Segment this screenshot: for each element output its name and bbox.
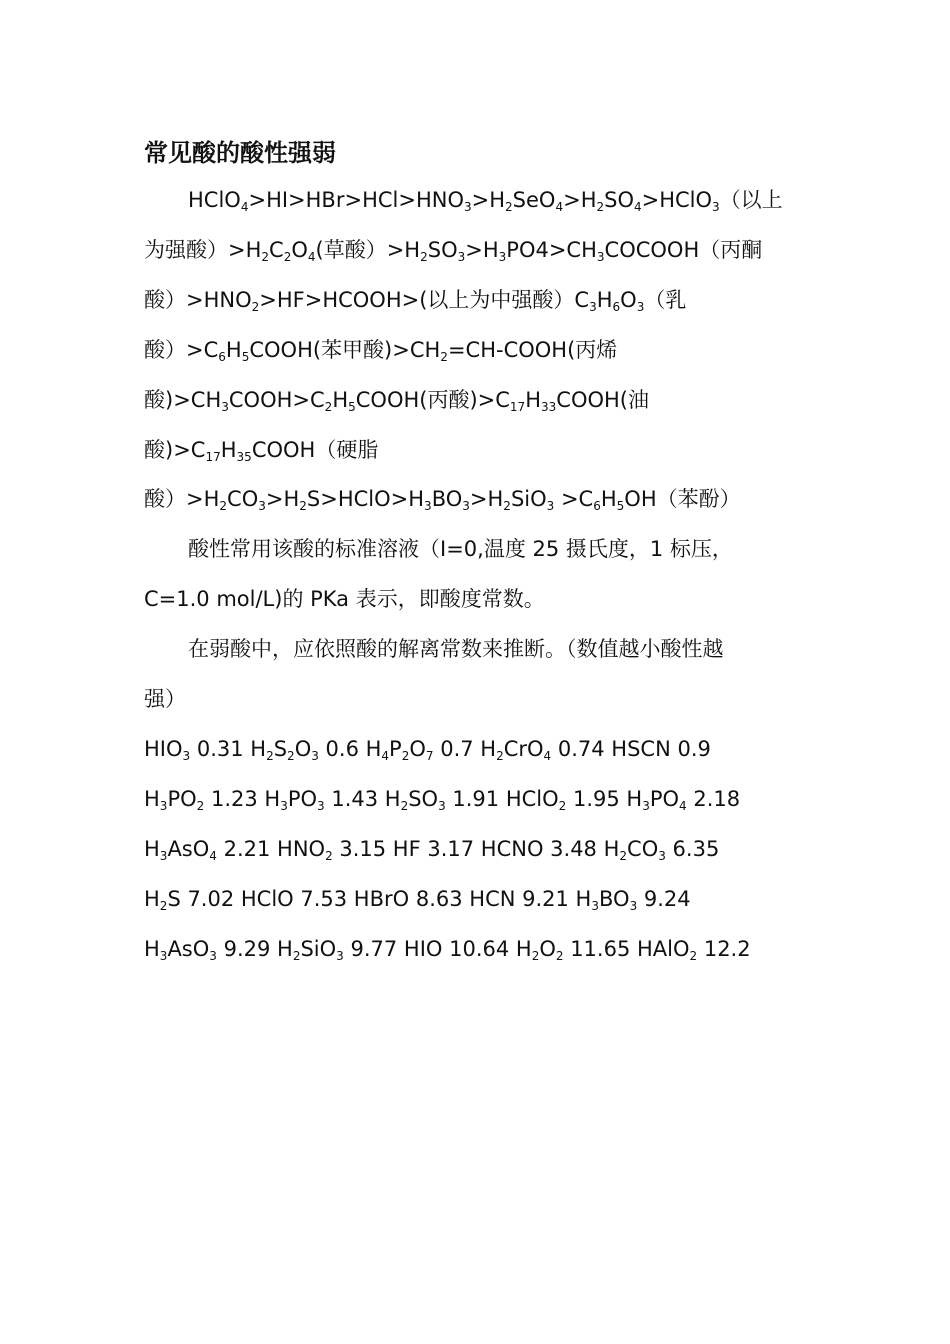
subscript: 2 <box>400 799 409 813</box>
subscript: 4 <box>633 200 642 214</box>
text-run: SO <box>408 787 439 811</box>
text-run: OH（苯酚） <box>624 487 741 511</box>
text-run: HClO <box>188 188 241 212</box>
subscript: 3 <box>424 499 432 513</box>
subscript: 2 <box>420 250 428 264</box>
text-run: PO <box>287 787 318 811</box>
text-run: HIO <box>144 737 183 761</box>
subscript: 3 <box>462 499 470 513</box>
subscript: 5 <box>616 499 625 513</box>
subscript: 2 <box>324 400 333 414</box>
subscript: 4 <box>209 849 217 863</box>
subscript: 4 <box>307 250 316 264</box>
text-line <box>144 933 751 965</box>
text-run: >HI>HBr>HCl>HNO <box>248 188 464 212</box>
subscript: 2 <box>401 749 410 763</box>
subscript: 3 <box>712 200 720 214</box>
text-run: H <box>144 787 160 811</box>
subscript: 2 <box>555 949 564 963</box>
subscript: 3 <box>258 499 266 513</box>
text-run: SiO <box>300 937 337 961</box>
text-run: 0.7 H <box>433 737 497 761</box>
text-run: H <box>600 487 617 511</box>
text-run: 2.21 HNO <box>216 837 326 861</box>
text-run: BO <box>431 487 463 511</box>
subscript: 3 <box>546 499 555 513</box>
subscript: 3 <box>159 849 168 863</box>
subscript: 2 <box>596 200 605 214</box>
subscript: 3 <box>311 749 319 763</box>
text-run: H <box>220 438 237 462</box>
subscript: 5 <box>348 400 356 414</box>
text-run: 0.31 H <box>190 737 267 761</box>
subscript: 3 <box>317 799 325 813</box>
text-run: CO <box>227 487 259 511</box>
text-line <box>188 184 783 216</box>
subscript: 3 <box>498 250 507 264</box>
subscript: 3 <box>280 799 288 813</box>
text-run: COOH(苯甲酸)>CH <box>249 338 441 362</box>
subscript: 3 <box>221 400 229 414</box>
text-run: S <box>273 737 288 761</box>
text-run: H <box>332 388 349 412</box>
subscript: 5 <box>241 350 250 364</box>
text-run: 0.74 HSCN 0.9 <box>551 737 711 761</box>
subscript: 3 <box>658 849 666 863</box>
text-run: H <box>525 388 541 412</box>
text-run: AsO <box>167 937 210 961</box>
text-run: >H <box>465 238 499 262</box>
text-run: >HClO <box>641 188 713 212</box>
text-run: 1.43 H <box>324 787 401 811</box>
text-run: H <box>144 887 160 911</box>
text-run: PO4>CH <box>506 238 597 262</box>
subscript: 2 <box>619 849 628 863</box>
subscript: 2 <box>558 799 567 813</box>
text-line <box>144 683 186 715</box>
subscript: 3 <box>209 949 217 963</box>
subscript: 2 <box>266 749 274 763</box>
text-line <box>188 533 733 565</box>
text-line <box>144 883 691 915</box>
text-line <box>144 384 649 416</box>
text-run: 强） <box>144 687 186 711</box>
text-run: 9.29 H <box>216 937 293 961</box>
text-run: （乳 <box>644 288 687 312</box>
subscript: 2 <box>505 200 513 214</box>
subscript: 2 <box>440 350 448 364</box>
text-run: O <box>539 937 556 961</box>
text-run: SiO <box>510 487 547 511</box>
text-run: 6.35 <box>665 837 720 861</box>
text-run: COOH(油 <box>556 388 649 412</box>
text-line <box>144 783 740 815</box>
text-run: O <box>294 737 312 761</box>
subscript: 3 <box>629 899 638 913</box>
subscript: 7 <box>425 749 434 763</box>
text-run: PO <box>167 787 197 811</box>
text-run: SeO <box>512 188 556 212</box>
document-title: 常见酸的酸性强弱 <box>144 139 336 167</box>
text-run: 9.77 HIO 10.64 H <box>343 937 532 961</box>
subscript: 3 <box>182 749 191 763</box>
subscript: 2 <box>531 949 540 963</box>
text-run: CrO <box>503 737 544 761</box>
subscript: 4 <box>679 799 687 813</box>
subscript: 3 <box>636 300 645 314</box>
subscript: 6 <box>593 499 601 513</box>
subscript: 3 <box>464 200 472 214</box>
text-run: O <box>291 238 308 262</box>
text-run: 酸）>H <box>144 487 220 511</box>
subscript: 2 <box>299 499 307 513</box>
subscript: 3 <box>159 799 168 813</box>
subscript: 2 <box>287 749 295 763</box>
text-run: 3.15 HF 3.17 HCNO 3.48 H <box>332 837 620 861</box>
subscript: 3 <box>596 250 605 264</box>
text-run: >H <box>471 188 506 212</box>
subscript: 3 <box>159 949 168 963</box>
text-run: S>HClO>H <box>306 487 425 511</box>
text-line <box>144 284 686 316</box>
text-run: C=1.0 mol/L)的 PKa 表示，即酸度常数。 <box>144 587 545 611</box>
text-run: COOH(丙酸)>C <box>355 388 510 412</box>
subscript: 2 <box>251 300 260 314</box>
text-run: 11.65 HAlO <box>563 937 690 961</box>
subscript: 2 <box>292 949 301 963</box>
text-run: （以上 <box>719 188 783 212</box>
subscript: 3 <box>438 799 446 813</box>
subscript: 4 <box>555 200 564 214</box>
text-run: 为强酸）>H <box>144 238 262 262</box>
text-run: O <box>409 737 426 761</box>
text-line <box>144 434 378 466</box>
text-run: 1.95 H <box>566 787 643 811</box>
subscript: 2 <box>496 749 504 763</box>
text-run: =CH-COOH(丙烯 <box>447 338 618 362</box>
subscript: 2 <box>325 849 333 863</box>
text-run: SO <box>427 238 458 262</box>
text-run: 0.6 H <box>318 737 382 761</box>
text-line <box>144 583 545 615</box>
subscript: 3 <box>591 899 599 913</box>
text-run: S 7.02 HClO 7.53 HBrO 8.63 HCN 9.21 H <box>167 887 592 911</box>
text-run: 酸)>C <box>144 438 206 462</box>
subscript: 4 <box>381 749 390 763</box>
subscript: 35 <box>236 450 252 464</box>
text-run: H <box>144 937 160 961</box>
subscript: 3 <box>589 300 597 314</box>
subscript: 3 <box>642 799 650 813</box>
text-line <box>144 234 762 266</box>
subscript: 4 <box>240 200 249 214</box>
subscript: 4 <box>543 749 552 763</box>
text-run: 酸)>CH <box>144 388 222 412</box>
subscript: 17 <box>205 450 221 464</box>
text-line <box>144 733 711 765</box>
text-run: (草酸）>H <box>315 238 421 262</box>
text-run: 在弱酸中，应依照酸的解离常数来推断。（数值越小酸性越 <box>188 637 724 661</box>
text-run: 9.24 <box>637 887 691 911</box>
text-run: 酸）>C <box>144 338 219 362</box>
subscript: 2 <box>219 499 228 513</box>
text-run: 12.2 <box>697 937 751 961</box>
text-line <box>144 483 741 515</box>
text-run: CO <box>627 837 659 861</box>
text-run: AsO <box>167 837 210 861</box>
text-run: 2.18 <box>686 787 741 811</box>
subscript: 6 <box>218 350 226 364</box>
text-run: >C <box>554 487 594 511</box>
text-line <box>144 334 617 366</box>
text-run: H <box>225 338 242 362</box>
subscript: 2 <box>503 499 511 513</box>
text-run: COOH（硬脂 <box>251 438 379 462</box>
text-run: H <box>144 837 160 861</box>
text-run: P <box>389 737 402 761</box>
text-run: 酸性常用该酸的标准溶液（I=0,温度 25 摄氏度，1 标压， <box>188 537 733 561</box>
text-line <box>188 633 724 665</box>
text-run: >H <box>469 487 504 511</box>
text-run: C <box>269 238 284 262</box>
subscript: 2 <box>159 899 168 913</box>
text-run: >H <box>563 188 597 212</box>
text-run: COCOOH（丙酮 <box>604 238 763 262</box>
text-run: PO <box>649 787 680 811</box>
text-run: O <box>620 288 637 312</box>
subscript: 2 <box>283 250 292 264</box>
text-run: 1.91 HClO <box>445 787 559 811</box>
text-line <box>144 833 719 865</box>
subscript: 33 <box>541 400 557 414</box>
subscript: 17 <box>509 400 526 414</box>
subscript: 6 <box>612 300 621 314</box>
subscript: 3 <box>457 250 466 264</box>
text-run: BO <box>598 887 630 911</box>
text-run: H <box>596 288 613 312</box>
text-run: 酸）>HNO <box>144 288 252 312</box>
text-run: SO <box>604 188 634 212</box>
subscript: 2 <box>261 250 270 264</box>
subscript: 2 <box>196 799 205 813</box>
text-run: >HF>HCOOH>(以上为中强酸）C <box>259 288 590 312</box>
text-run: >H <box>265 487 300 511</box>
subscript: 2 <box>689 949 698 963</box>
text-run: COOH>C <box>228 388 325 412</box>
text-run: 1.23 H <box>204 787 281 811</box>
subscript: 3 <box>336 949 344 963</box>
